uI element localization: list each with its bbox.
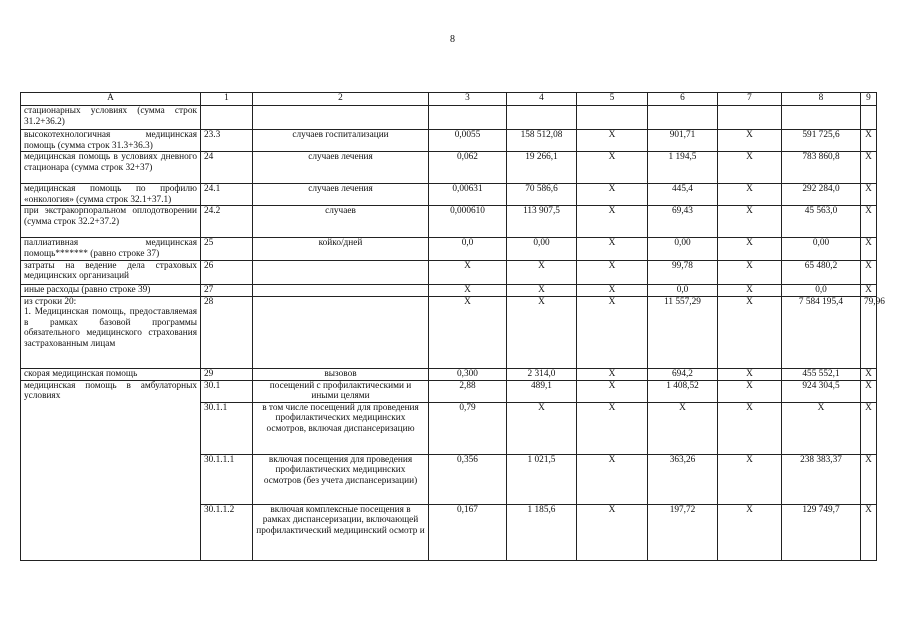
table-cell: 0,000610 <box>429 206 507 238</box>
table-cell: Х <box>718 184 782 206</box>
table-cell: Х <box>429 284 507 296</box>
table-cell: случаев лечения <box>253 152 429 184</box>
table-cell: Х <box>718 238 782 260</box>
table-cell: Х <box>861 284 877 296</box>
table-cell: медицинская помощь по профилю «онкология» (сумма строк 32.1+37.1) <box>21 184 201 206</box>
table-cell: Х <box>782 402 861 454</box>
table-cell: Х <box>577 402 648 454</box>
table-cell: 2 314,0 <box>507 368 577 380</box>
table-cell <box>429 106 507 130</box>
table-cell: Х <box>718 504 782 560</box>
table-cell: 1 185,6 <box>507 504 577 560</box>
column-header: 2 <box>253 93 429 106</box>
table-cell: Х <box>577 454 648 504</box>
table-row <box>21 130 877 152</box>
table-cell: 30.1.1.1 <box>201 454 253 504</box>
table-cell: затраты на ведение дела страховых медицинских организаций <box>21 260 201 284</box>
table-cell: 0,00 <box>507 238 577 260</box>
table-cell: Х <box>861 130 877 152</box>
table-cell: 23.3 <box>201 130 253 152</box>
table-cell: 292 284,0 <box>782 184 861 206</box>
table-cell: 0,0 <box>429 238 507 260</box>
table-cell: Х <box>861 380 877 402</box>
table-cell: 7 584 195,4 <box>782 296 861 368</box>
table-cell: 197,72 <box>648 504 718 560</box>
table-cell: Х <box>577 296 648 368</box>
table-cell: 113 907,5 <box>507 206 577 238</box>
table-cell: Х <box>861 368 877 380</box>
table-cell: 0,00 <box>782 238 861 260</box>
table-cell: Х <box>577 368 648 380</box>
table-cell: Х <box>429 296 507 368</box>
table-cell: Х <box>577 130 648 152</box>
table-cell: Х <box>429 260 507 284</box>
table-cell: 69,43 <box>648 206 718 238</box>
table-cell: 1 021,5 <box>507 454 577 504</box>
table-cell: Х <box>718 454 782 504</box>
column-header: 4 <box>507 93 577 106</box>
table-cell: в том числе посещений для проведения профилактических медицинских осмотров, включая диспансеризацию <box>253 402 429 454</box>
medical-care-table <box>20 92 885 561</box>
table-cell: 0,0055 <box>429 130 507 152</box>
table-header <box>21 93 877 106</box>
table-cell: паллиативная медицинская помощь******* (равно строке 37) <box>21 238 201 260</box>
table-row <box>21 106 877 130</box>
table-row <box>21 184 877 206</box>
column-header: 6 <box>648 93 718 106</box>
table-cell: Х <box>861 206 877 238</box>
table-cell: 2,88 <box>429 380 507 402</box>
table-cell: 489,1 <box>507 380 577 402</box>
table-cell <box>782 106 861 130</box>
table-cell: Х <box>861 402 877 454</box>
table-cell: 901,71 <box>648 130 718 152</box>
column-header: 3 <box>429 93 507 106</box>
table-cell: 0,00631 <box>429 184 507 206</box>
table-cell: Х <box>718 296 782 368</box>
table-cell: 694,2 <box>648 368 718 380</box>
table-cell: 25 <box>201 238 253 260</box>
table-cell: Х <box>718 380 782 402</box>
table-cell: стационарных условиях (сумма строк 31.2+36.2) <box>21 106 201 130</box>
table-cell <box>201 106 253 130</box>
table-cell: 0,79 <box>429 402 507 454</box>
table-cell <box>253 106 429 130</box>
table-cell: 0,00 <box>648 238 718 260</box>
table-cell: 65 480,2 <box>782 260 861 284</box>
table-row <box>21 368 877 380</box>
table-cell: 30.1 <box>201 380 253 402</box>
table-cell: Х <box>718 152 782 184</box>
table-cell: 30.1.1.2 <box>201 504 253 560</box>
table-cell: случаев госпитализации <box>253 130 429 152</box>
table-cell: Х <box>577 238 648 260</box>
column-header: 9 <box>861 93 877 106</box>
table-cell: 591 725,6 <box>782 130 861 152</box>
table-cell: Х <box>577 152 648 184</box>
table-cell: 0,0 <box>782 284 861 296</box>
table-cell: Х <box>577 284 648 296</box>
table-cell: включая комплексные посещения в рамках диспансеризации, включающей профилактический медицинский осмотр и <box>253 504 429 560</box>
table-cell <box>507 106 577 130</box>
table-cell: медицинская помощь в условиях дневного стационара (сумма строк 32+37) <box>21 152 201 184</box>
table-cell: 0,356 <box>429 454 507 504</box>
table-cell <box>718 106 782 130</box>
column-header: 5 <box>577 93 648 106</box>
table-cell: случаев <box>253 206 429 238</box>
table-cell: случаев лечения <box>253 184 429 206</box>
table-row <box>21 284 877 296</box>
table-row <box>21 380 877 402</box>
table-cell: Х <box>861 454 877 504</box>
table-cell: вызовов <box>253 368 429 380</box>
column-header: А <box>21 93 201 106</box>
table-cell: 1 408,52 <box>648 380 718 402</box>
table-cell: Х <box>861 152 877 184</box>
table-cell: 24 <box>201 152 253 184</box>
table-cell: Х <box>861 260 877 284</box>
table-cell: 0,0 <box>648 284 718 296</box>
table-cell: Х <box>718 402 782 454</box>
table-cell: Х <box>507 402 577 454</box>
table-cell: койко/дней <box>253 238 429 260</box>
table-cell: 0,167 <box>429 504 507 560</box>
table-cell: Х <box>718 130 782 152</box>
table-cell: 29 <box>201 368 253 380</box>
table-cell: 28 <box>201 296 253 368</box>
table-cell: Х <box>718 206 782 238</box>
table-cell: Х <box>718 284 782 296</box>
table-cell: Х <box>718 260 782 284</box>
table-cell: 238 383,37 <box>782 454 861 504</box>
table-cell: 27 <box>201 284 253 296</box>
table-cell: высокотехнологичная медицинская помощь (сумма строк 31.3+36.3) <box>21 130 201 152</box>
table-cell: 783 860,8 <box>782 152 861 184</box>
table-cell: 0,062 <box>429 152 507 184</box>
table-cell: Х <box>648 402 718 454</box>
table-cell: Х <box>507 296 577 368</box>
column-header: 8 <box>782 93 861 106</box>
table-cell: Х <box>861 238 877 260</box>
table-cell: 363,26 <box>648 454 718 504</box>
table-cell: Х <box>861 504 877 560</box>
table-cell: Х <box>577 206 648 238</box>
table-cell: из строки 20: 1. Медицинская помощь, предоставляемая в рамках базовой программы обязательного медицинского страхования застрахованным лицам <box>21 296 201 368</box>
table-cell: 158 512,08 <box>507 130 577 152</box>
table-cell: медицинская помощь в амбулаторных условиях <box>21 380 201 560</box>
table-cell: иные расходы (равно строке 39) <box>21 284 201 296</box>
table-cell: Х <box>577 260 648 284</box>
table-cell: 26 <box>201 260 253 284</box>
table-row <box>21 152 877 184</box>
table-cell: 455 552,1 <box>782 368 861 380</box>
table-cell: скорая медицинская помощь <box>21 368 201 380</box>
table-cell: 30.1.1 <box>201 402 253 454</box>
table-cell: 19 266,1 <box>507 152 577 184</box>
table-row <box>21 238 877 260</box>
page-number: 8 <box>450 34 455 45</box>
table-cell: Х <box>507 284 577 296</box>
table-cell: 99,78 <box>648 260 718 284</box>
table-cell: Х <box>577 184 648 206</box>
table-cell: при экстракорпоральном оплодотворении (сумма строк 32.2+37.2) <box>21 206 201 238</box>
table-cell: 1 194,5 <box>648 152 718 184</box>
table-cell: 445,4 <box>648 184 718 206</box>
table-cell: включая посещения для проведения профилактических медицинских осмотров (без учета диспансеризации) <box>253 454 429 504</box>
table-cell: 70 586,6 <box>507 184 577 206</box>
table-cell: Х <box>507 260 577 284</box>
table-cell: Х <box>577 380 648 402</box>
table-cell: Х <box>577 504 648 560</box>
table-cell: 24.1 <box>201 184 253 206</box>
table-cell <box>861 106 877 130</box>
table-cell <box>648 106 718 130</box>
table-cell: 0,300 <box>429 368 507 380</box>
table-row <box>21 206 877 238</box>
table-cell: 24.2 <box>201 206 253 238</box>
column-header: 1 <box>201 93 253 106</box>
column-header: 7 <box>718 93 782 106</box>
table-cell: 924 304,5 <box>782 380 861 402</box>
table-cell: 79,96 <box>861 296 877 368</box>
table-cell <box>253 296 429 368</box>
table-cell <box>253 284 429 296</box>
table-row <box>21 296 877 368</box>
table-cell <box>253 260 429 284</box>
table-cell: 45 563,0 <box>782 206 861 238</box>
table-cell: посещений с профилактическими и иными целями <box>253 380 429 402</box>
table-row <box>21 260 877 284</box>
table-cell: Х <box>861 184 877 206</box>
table-cell: 11 557,29 <box>648 296 718 368</box>
table-cell <box>577 106 648 130</box>
table-cell: 129 749,7 <box>782 504 861 560</box>
table-cell: Х <box>718 368 782 380</box>
